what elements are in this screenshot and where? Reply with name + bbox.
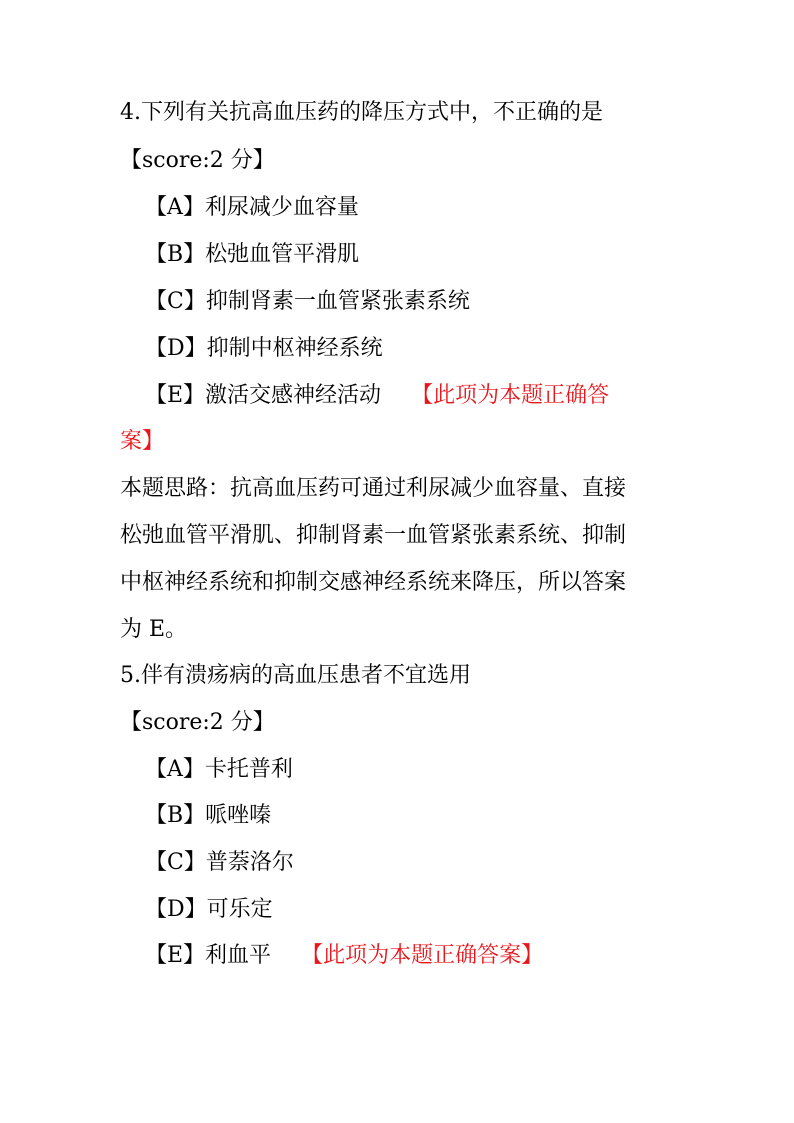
question-4-option-b: 【B】松弛血管平滑肌: [145, 242, 360, 267]
question-4-score: 【score:2 分】: [120, 148, 275, 173]
question-4-option-e: [145, 381, 705, 411]
question-5-option-a: 【A】卡托普利: [145, 757, 293, 782]
question-5-option-d: 【D】可乐定: [145, 897, 273, 922]
question-4-correct-answer-tag: 【此项为本题正确答: [411, 383, 610, 408]
question-4-explanation-line-4: 为 E。: [120, 617, 188, 642]
question-4-explanation-line-2: 松弛血管平滑肌、抑制肾素一血管紧张素系统、抑制: [120, 523, 627, 548]
question-4-title: 4.下列有关抗高血压药的降压方式中，不正确的是: [120, 100, 603, 125]
question-5-score: 【score:2 分】: [120, 710, 275, 735]
question-5-option-e: [145, 941, 705, 971]
question-4-correct-answer-tag-continued: 案】: [120, 429, 165, 454]
question-4-option-a: 【A】利尿减少血容量: [145, 195, 359, 220]
question-5-option-b: 【B】哌唑嗪: [145, 803, 272, 828]
question-4-explanation-line-1: 本题思路：抗高血压药可通过利尿减少血容量、直接: [120, 476, 627, 501]
question-5-correct-answer-tag: 【此项为本题正确答案】: [301, 943, 544, 968]
question-4-option-d: 【D】抑制中枢神经系统: [145, 336, 383, 361]
question-5-option-c: 【C】普萘洛尔: [145, 850, 294, 875]
question-4-explanation-line-3: 中枢神经系统和抑制交感神经系统来降压，所以答案: [120, 570, 627, 595]
question-4-option-c: 【C】抑制肾素一血管紧张素系统: [145, 289, 470, 314]
question-5-option-e-text: 【E】利血平: [145, 943, 272, 968]
question-5-title: 5.伴有溃疡病的高血压患者不宜选用: [120, 663, 471, 688]
question-4-option-e-text: 【E】激活交感神经活动: [145, 383, 382, 408]
